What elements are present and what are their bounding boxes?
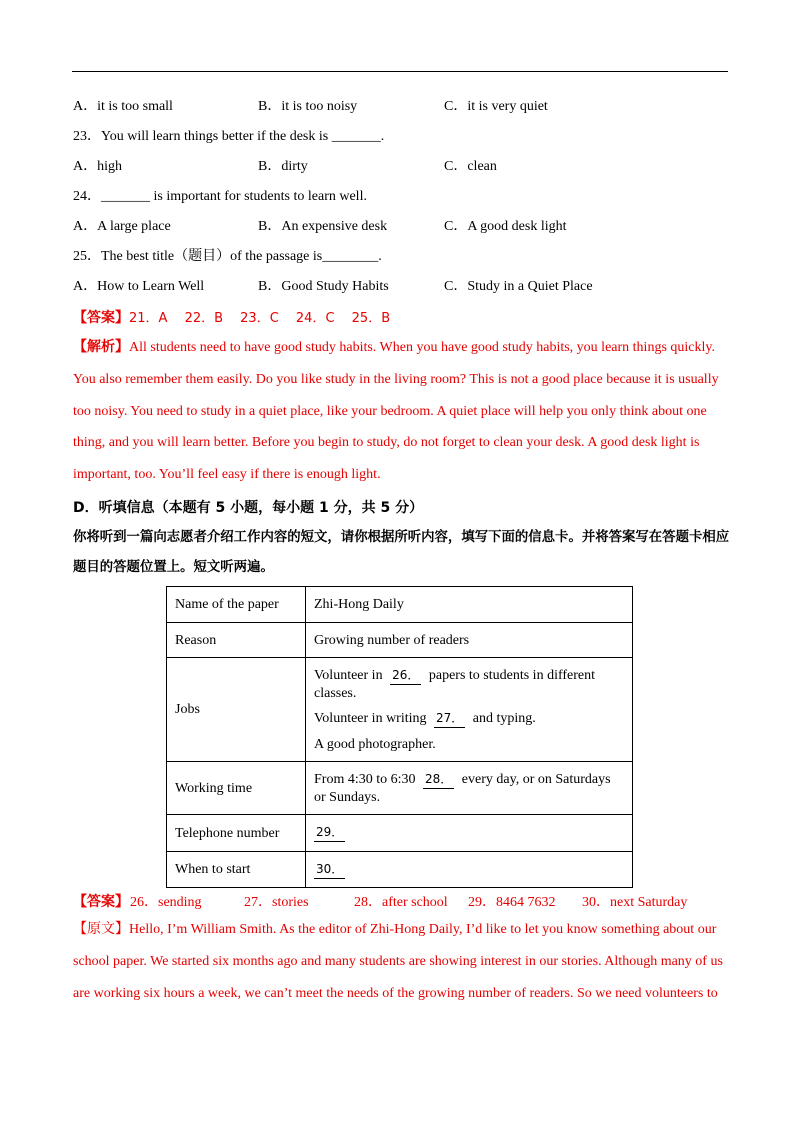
table-row <box>167 587 633 623</box>
table-row <box>167 658 633 762</box>
answer-29: 29．8464 7632 <box>468 895 556 910</box>
q24-option-b: B．An expensive desk <box>258 219 388 234</box>
card-key: Reason <box>167 623 306 658</box>
blank-26: 26． <box>390 667 421 685</box>
section-d-instruction: 你将听到一篇向志愿者介绍工作内容的短文，请你根据所听内容，填写下面的信息卡。并将答案写在答题卡相应题目的答题位置上。短文听两遍。 <box>73 530 730 575</box>
card-key: Name of the paper <box>167 587 306 623</box>
blank-30: 30． <box>314 861 345 879</box>
q25-stem: 25．The best title（题目）of the passage is________. <box>73 249 382 264</box>
q22-option-b: B．it is too noisy <box>258 99 358 114</box>
answer-28: 28．after school <box>354 895 448 910</box>
section-d-title: D．听填信息（本题有 5 小题，每小题 1 分，共 5 分） <box>73 500 424 516</box>
blank-27: 27． <box>434 710 465 728</box>
card-key: Jobs <box>167 658 306 762</box>
table-row <box>167 762 633 815</box>
analysis-tag: 【解析】 <box>73 339 129 355</box>
jobs-line1-b: papers to students in different classes. <box>314 667 596 701</box>
jobs-line1-a: Volunteer in <box>314 667 383 683</box>
working-time-a: From 4:30 to 6:30 <box>314 771 416 787</box>
jobs-line2-a: Volunteer in writing <box>314 710 427 726</box>
q24-option-a: A．A large place <box>73 219 171 234</box>
card-value <box>306 852 633 888</box>
table-row <box>167 623 633 658</box>
q22-option-c: C．it is very quiet <box>444 99 548 114</box>
analysis-text: All students need to have good study habits. When you have good study habits, you learn things quickly. You also remember them easily. Do you like study in the living room? This is not a good place because it is usually too noisy. You need to study in a quiet place, like your bedroom. A quiet place will help you only think about one thing, and you will learn better. Before you begin to study, do not forget to clean your desk. A good desk light is important, too. You’ll feel easy if there is enough light. <box>73 340 719 483</box>
card-value <box>306 658 633 762</box>
card-key: Working time <box>167 762 306 815</box>
blank-29: 29． <box>314 824 345 842</box>
header-rule <box>72 71 728 72</box>
original-tag: 【原文】 <box>73 921 129 937</box>
answer-tag: 【答案】 <box>73 310 129 326</box>
card-value: Zhi-Hong Daily <box>306 587 633 623</box>
q23-option-c: C．clean <box>444 159 497 174</box>
answer-26: 26．sending <box>130 895 202 910</box>
card-key: When to start <box>167 852 306 888</box>
card-value: Growing number of readers <box>306 623 633 658</box>
q22-option-a: A．it is too small <box>73 99 173 114</box>
q24-option-c: C．A good desk light <box>444 219 567 234</box>
answer-tag-2: 【答案】 <box>73 894 129 910</box>
card-value <box>306 815 633 852</box>
q25-option-c: C．Study in a Quiet Place <box>444 279 593 294</box>
q23-option-a: A．high <box>73 159 122 174</box>
q23-stem: 23．You will learn things better if the desk is _______. <box>73 129 385 144</box>
working-time-b: every day, or on Saturdays or Sundays. <box>314 771 611 805</box>
original-text: Hello, I’m William Smith. As the editor of Zhi-Hong Daily, I’d like to let you know something about our school paper. We started six months ago and many students are showing interest in our stories. Although many of us are working six hours a week, we can’t meet the needs of the growing number of readers. So we need volunteers to <box>73 922 723 1001</box>
jobs-line3: A good photographer. <box>314 736 436 752</box>
answer-27: 27．stories <box>244 895 309 910</box>
answer-block-1 <box>73 309 390 328</box>
q25-option-b: B．Good Study Habits <box>258 279 389 294</box>
blank-28: 28． <box>423 771 454 789</box>
original-text-paragraph <box>73 914 733 1009</box>
table-row <box>167 815 633 852</box>
q24-stem: 24．_______ is important for students to learn well. <box>73 189 367 204</box>
jobs-line2-b: and typing. <box>472 710 536 726</box>
answer-30: 30．next Saturday <box>582 895 688 910</box>
info-card-table <box>166 586 633 888</box>
answer-text: 21．A 22．B 23．C 24．C 25．B <box>129 311 391 326</box>
q23-option-b: B．dirty <box>258 159 308 174</box>
q25-option-a: A．How to Learn Well <box>73 279 205 294</box>
table-row <box>167 852 633 888</box>
analysis-paragraph <box>73 332 733 491</box>
card-value <box>306 762 633 815</box>
card-key: Telephone number <box>167 815 306 852</box>
